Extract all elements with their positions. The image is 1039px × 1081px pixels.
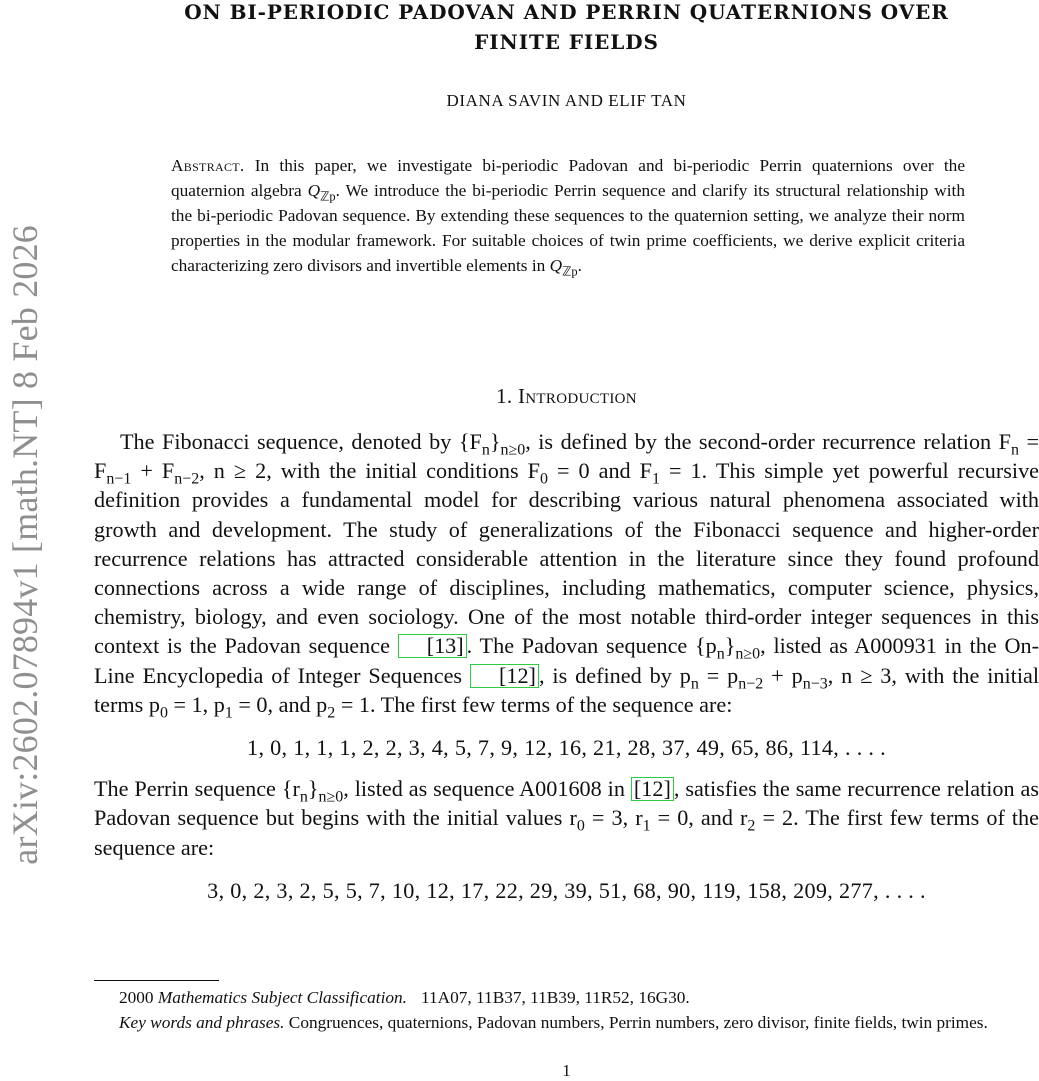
msc-codes: 11A07, 11B37, 11B39, 11R52, 16G30. (421, 988, 690, 1007)
subscript: 0 (576, 817, 585, 835)
arxiv-side-stamp (2, 170, 48, 920)
subscript: 0 (159, 704, 168, 722)
subscript: n≥0 (735, 645, 761, 663)
subscript: n≥0 (500, 441, 526, 459)
intro-paragraph-2: The Perrin sequence $\{r_n\}_{n\ge 0}$, listed as sequence A001608 in [12] , satisfies the same recurrence relation as Padovan sequence but begins with the initial values $r_0 = 3$, $r_1 = 0$, and $r_2 = 2$. The first few terms of the sequence are: (94, 776, 1039, 860)
subscript: 2 (747, 817, 756, 835)
subscript: n≥0 (318, 788, 344, 806)
text-run: + F (131, 458, 175, 484)
algebra-symbol-2: Q (549, 256, 563, 275)
subscript: n (1010, 441, 1019, 459)
section-name: Introduction (518, 384, 637, 408)
arxiv-identifier[interactable]: arXiv:2602.07894v1 [math.NT] 8 Feb 2026 (5, 225, 45, 865)
paper-title (94, 0, 1039, 57)
section-heading (94, 384, 1039, 409)
subscript: 1 (642, 817, 651, 835)
citation-link-13[interactable]: [13] (398, 634, 467, 658)
text-run: , listed as sequence A001608 in (343, 776, 631, 802)
text-run: , listed as A000931 in the On-Line Encyclopedia of Integer Sequences (94, 633, 1039, 688)
title-line-2: FINITE FIELDS (474, 30, 659, 54)
abstract-text-3: . (577, 256, 582, 275)
abstract-text-2: . We introduce the bi-periodic Perrin sequence and clarify its structural relationship with the bi-periodic Padovan sequence. By extending these sequences to the quaternion setting, we analyze their norm properties in the modular framework. For suitable choices of twin prime coefficients, we derive explicit criteria characterizing zero divisors and invertible elements in (171, 181, 965, 275)
msc-footnote (94, 985, 1039, 1010)
padovan-sequence-terms: 1, 0, 1, 1, 1, 2, 2, 3, 4, 5, 7, 9, 12, 16, 21, 28, 37, 49, 65, 86, 114, . . . . (247, 735, 886, 761)
text-run: , n ≥ 3, with the initial terms p (94, 662, 1039, 717)
text-run: = 1. This simple yet powerful recursive definition provides a fundamental model for describing various natural phenomena associated with growth and development. The study of generalizations of the Fibonacci sequence and higher-order recurrence relations has attracted considerable attention in the literature since they found profound connections across a wide range of disciplines, including mathematics, computer science, physics, chemistry, biology, and even sociology. One of the most notable third-order integer sequences in this context is the Padovan sequence (94, 458, 1039, 659)
introduction-body (94, 427, 1039, 917)
subscript: 1 (652, 470, 660, 488)
subscript: n (299, 788, 308, 806)
subscript: n−2 (738, 675, 764, 693)
keywords-footnote (94, 1010, 1039, 1035)
text-run: The Fibonacci sequence, denoted by {F (120, 429, 482, 454)
subscript: 2 (327, 704, 336, 722)
page-number: 1 (562, 1061, 571, 1080)
text-run: = 0, and r (650, 805, 748, 831)
text-run: = F (94, 429, 1039, 484)
algebra-symbol: Q (307, 181, 321, 200)
text-run: = 1. The first few terms of the sequence are: (335, 691, 733, 717)
subscript: n−3 (802, 675, 828, 693)
text-run: = 2. The first few terms of the sequence are: (94, 805, 1039, 860)
text-run: . The Padovan sequence {p (466, 633, 717, 659)
section-number: 1. (496, 384, 513, 408)
subscript: 0 (539, 470, 548, 488)
subscript: n (716, 645, 725, 663)
abstract (171, 153, 965, 278)
abstract-heading: Abstract. (171, 156, 245, 175)
subscript: 1 (224, 704, 233, 722)
text-run: = 1, p (167, 691, 225, 717)
intro-paragraph-1: The Fibonacci sequence, denoted by $\{F_n\}_{n\ge 0}$, is defined by the second-order recurrence relation $F_n = F_{n-1} + F_{n-2}$, n ≥ 2, with the initial conditions $F_0 = 0$ and $F_1 = 1$. This simple yet powerful recursive definition provides a fundamental model for describing various natural phenomena associated with growth and development. The study of generalizations of the Fibonacci sequence and higher-order recurrence relations has attracted considerable attention in the literature since they found profound connections across a wide range of disciplines, including mathematics, computer science, physics, chemistry, biology, and even sociology. One of the most notable third-order integer sequences in this context is the Padovan sequence [13] . The Padovan sequence $\{p_n\}_{n\ge 0}$, listed as A000931 in the On-Line Encyclopedia of Integer Sequences [12] , is defined by $p_n = p_{n-2} + p_{n-3}$, n ≥ 3, with the initial terms $p_0 = 1$, $p_1 = 0$, and $p_2 = 1$. The first few terms of the sequence are: (94, 429, 1039, 722)
text-run: + p (763, 662, 803, 688)
abstract-text-1: In this paper, we investigate bi-periodic Padovan and bi-periodic Perrin quaternions over the quaternion algebra (171, 156, 965, 200)
msc-year: 2000 (119, 988, 158, 1007)
footnote-divider (94, 980, 219, 981)
keywords-label: Key words and phrases. (119, 1013, 285, 1032)
author-list: DIANA SAVIN AND ELIF TAN (446, 91, 687, 110)
subscript: n (690, 675, 699, 693)
text-run: = p (698, 662, 739, 688)
title-line-1: ON BI-PERIODIC PADOVAN AND PERRIN QUATERNIONS OVER (184, 0, 949, 24)
keywords-list: Congruences, quaternions, Padovan numbers, Perrin numbers, zero divisor, finite fields, twin primes. (284, 1013, 988, 1032)
msc-label: Mathematics Subject Classification. (157, 988, 408, 1007)
subscript: n−2 (174, 470, 200, 488)
text-run: , satisfies the same recurrence relation as Padovan sequence but begins with the initial values r (94, 776, 1039, 831)
text-run: , is defined by the second-order recurrence relation F (525, 429, 1011, 454)
subscript: n−1 (106, 470, 132, 488)
text-run: = 0, and p (232, 691, 328, 717)
text-run: = 3, r (584, 805, 643, 831)
text-run: , n ≥ 2, with the initial conditions F (199, 458, 540, 484)
algebra-subscript-2: ℤp (562, 264, 578, 279)
text-run: , is defined by p (538, 662, 691, 688)
subscript: n (481, 441, 490, 459)
footnotes (94, 985, 1039, 1035)
perrin-sequence-terms: 3, 0, 2, 3, 2, 5, 5, 7, 10, 12, 17, 22, 29, 39, 51, 68, 90, 119, 158, 209, 277, . . . . (207, 877, 926, 903)
text-run: The Perrin sequence {r (94, 776, 300, 802)
citation-link-12[interactable]: [12] (631, 777, 674, 801)
algebra-subscript: ℤp (320, 189, 336, 204)
text-run: = 0 and F (547, 458, 653, 484)
citation-link-12[interactable]: [12] (470, 664, 539, 688)
